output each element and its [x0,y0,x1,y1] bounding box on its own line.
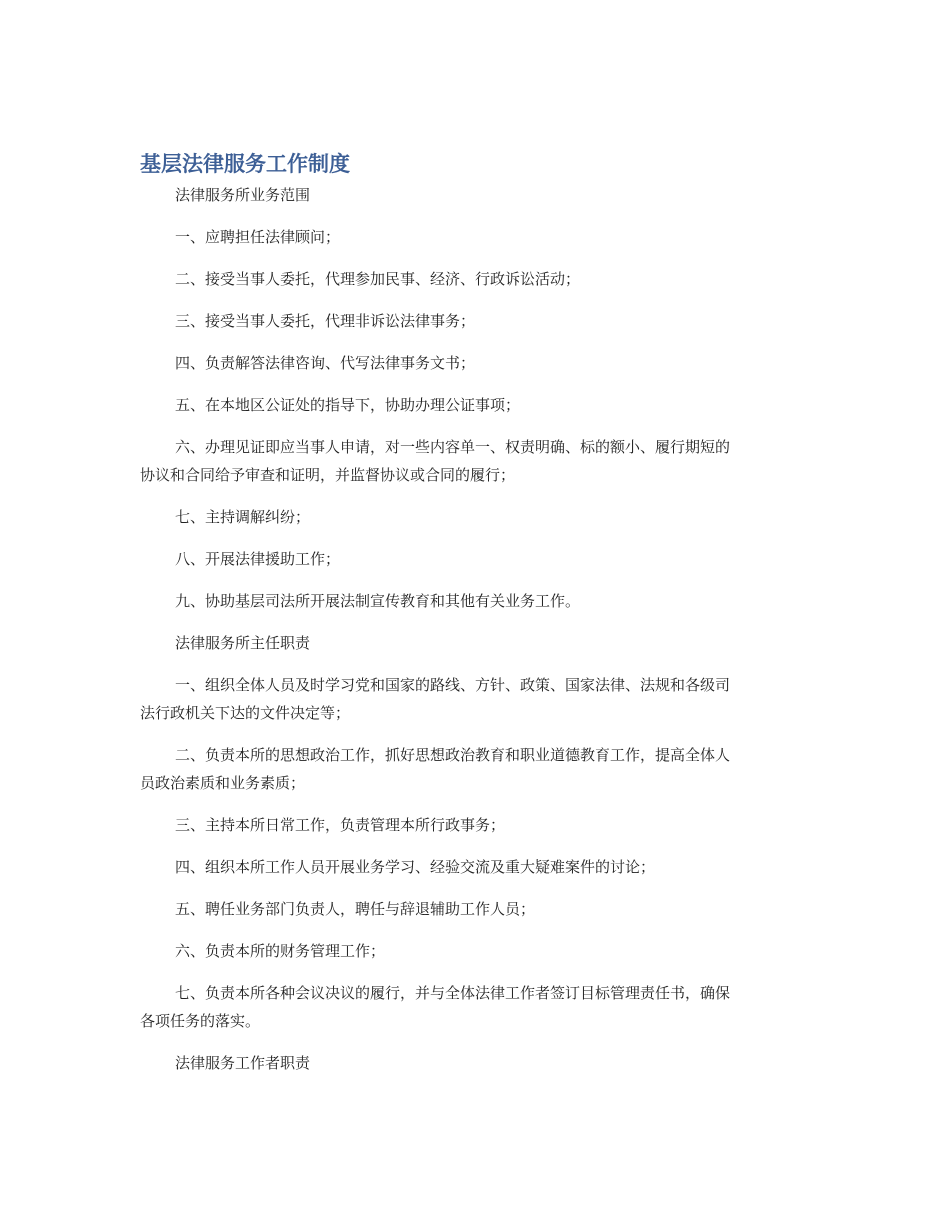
paragraph: 三、主持本所日常工作，负责管理本所行政事务； [175,816,506,834]
paragraph: 八、开展法律援助工作； [175,550,341,568]
paragraph [140,979,810,1035]
paragraph-line: 一、组织全体人员及时学习党和国家的路线、方针、政策、国家法律、法规和各级司 [175,676,731,694]
paragraph [140,433,810,489]
paragraph-line: 协议和合同给予审查和证明，并监督协议或合同的履行； [140,466,516,484]
paragraph-line: 各项任务的落实。 [140,1012,261,1030]
paragraph [140,671,810,727]
paragraph-line: 七、负责本所各种会议决议的履行，并与全体法律工作者签订目标管理责任书，确保 [175,984,731,1002]
section-heading: 法律服务所主任职责 [175,634,311,652]
paragraph: 七、主持调解纠纷； [175,508,311,526]
paragraph-line: 员政治素质和业务素质； [140,774,306,792]
paragraph-line: 六、办理见证即应当事人申请，对一些内容单一、权责明确、标的额小、履行期短的 [175,438,731,456]
section-heading: 法律服务工作者职责 [175,1054,311,1072]
paragraph: 三、接受当事人委托，代理非诉讼法律事务； [175,312,476,330]
document-title: 基层法律服务工作制度 [140,152,350,176]
paragraph: 五、聘任业务部门负责人，聘任与辞退辅助工作人员； [175,900,536,918]
paragraph: 四、组织本所工作人员开展业务学习、经验交流及重大疑难案件的讨论； [175,858,656,876]
section-heading: 法律服务所业务范围 [175,186,311,204]
paragraph: 一、应聘担任法律顾问； [175,228,341,246]
paragraph: 六、负责本所的财务管理工作； [175,942,386,960]
paragraph-line: 法行政机关下达的文件决定等； [140,704,351,722]
paragraph: 五、在本地区公证处的指导下，协助办理公证事项； [175,396,521,414]
paragraph: 四、负责解答法律咨询、代写法律事务文书； [175,354,476,372]
paragraph-line: 二、负责本所的思想政治工作，抓好思想政治教育和职业道德教育工作，提高全体人 [175,746,731,764]
paragraph: 二、接受当事人委托，代理参加民事、经济、行政诉讼活动； [175,270,581,288]
document-body [140,181,810,1077]
paragraph [140,741,810,797]
paragraph: 九、协助基层司法所开展法制宣传教育和其他有关业务工作。 [175,592,581,610]
